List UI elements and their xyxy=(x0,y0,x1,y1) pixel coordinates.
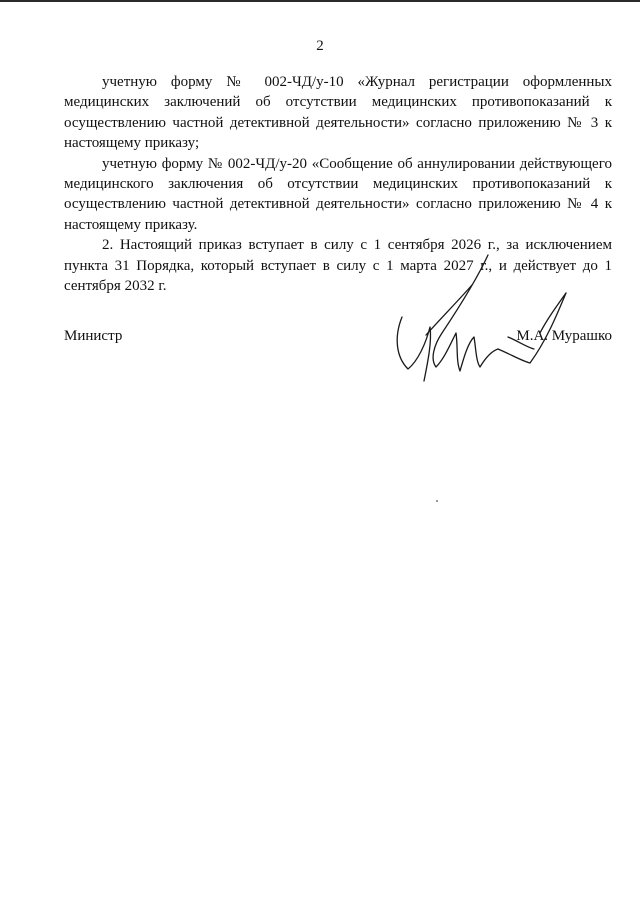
paragraph-form-20: учетную форму № 002-ЧД/у-20 «Сообщение об аннулировании действующего медицинского заключения об отсутствии медицинских противопоказаний к осуществлению частной детективной деятельности» согласно приложению № 4 к настоящему приказу. xyxy=(64,155,612,233)
scan-top-edge xyxy=(0,0,640,2)
signer-position: Министр xyxy=(64,328,123,344)
paragraph-effective-date: 2. Настоящий приказ вступает в силу с 1 сентября 2026 г., за исключением пункта 31 Порядка, который вступает в силу с 1 марта 2027 г., и действует до 1 сентября 2032 г. xyxy=(64,237,612,295)
signer-name: М.А. Мурашко xyxy=(516,328,612,344)
scan-speck xyxy=(436,500,438,502)
page-number: 2 xyxy=(316,38,324,54)
signature-block xyxy=(64,328,612,352)
handwritten-signature xyxy=(380,245,580,395)
paragraph-form-10: учетную форму № 002-ЧД/у-10 «Журнал регистрации оформленных медицинских заключений об отсутствии медицинских противопоказаний к осуществлению частной детективной деятельности» согласно приложению № 3 к настоящему приказу; xyxy=(64,74,612,152)
